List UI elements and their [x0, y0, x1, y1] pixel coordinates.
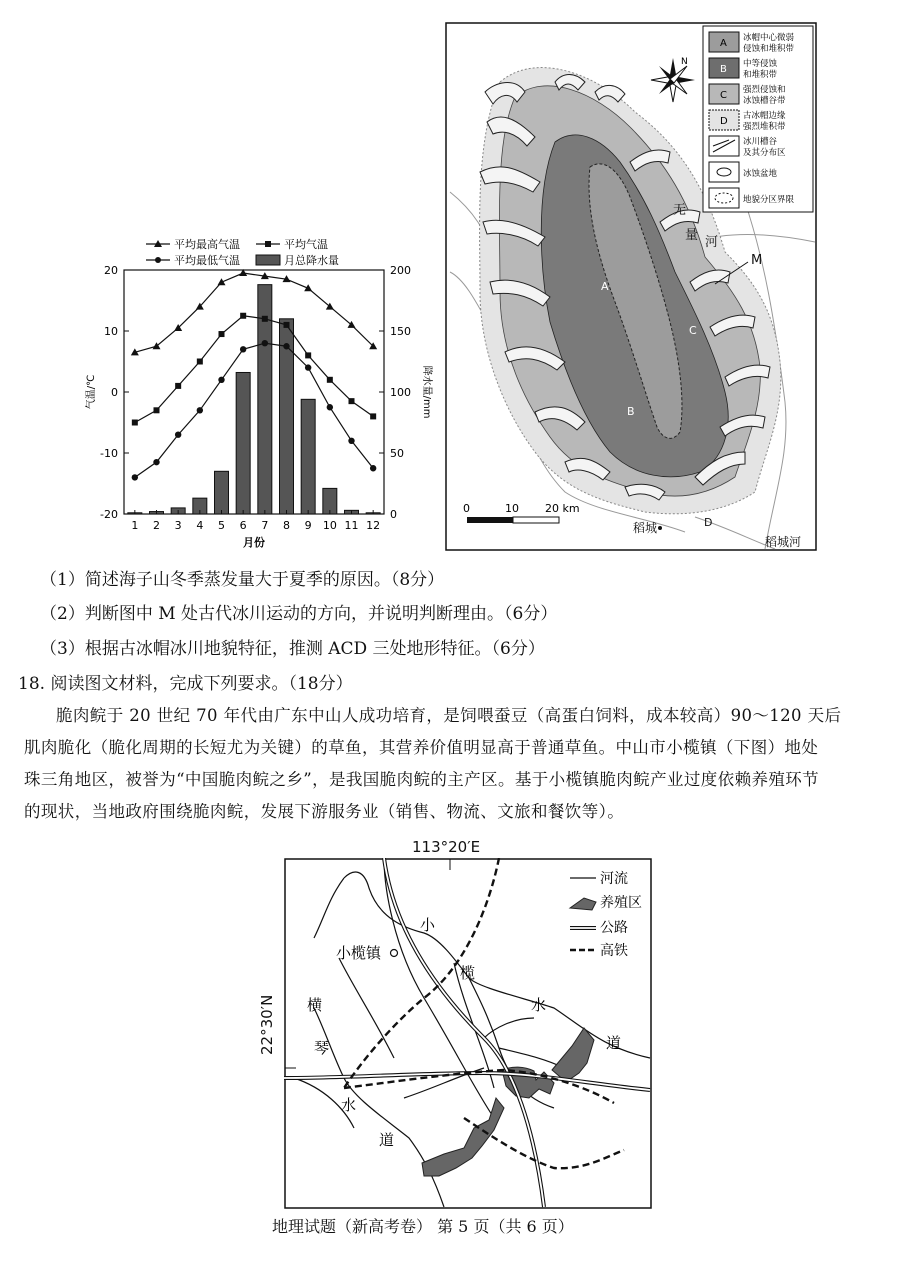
precip-bar	[301, 399, 315, 514]
svg-text:道: 道	[606, 1034, 622, 1052]
precip-bar	[215, 471, 229, 514]
y-left-tick-label: -20	[100, 508, 118, 521]
x-tick-label: 4	[196, 519, 204, 532]
svg-text:小: 小	[420, 916, 436, 934]
svg-text:冰蚀盆地: 冰蚀盆地	[743, 169, 778, 179]
temp-point	[284, 322, 290, 328]
material-line-2: 肌肉脆化（脆化周期的长短尤为关键）的草鱼，其营养价值明显高于普通草鱼。中山市小榄镇（下图）地处	[24, 738, 819, 757]
temp-point	[370, 413, 376, 419]
svg-text:公路: 公路	[600, 920, 628, 936]
temp-point	[132, 474, 138, 480]
legend-label: 平均最高气温	[174, 238, 240, 251]
temp-point	[304, 284, 312, 291]
x-tick-label: 11	[344, 519, 359, 532]
y-left-tick-label: 10	[104, 325, 118, 338]
svg-text:河流: 河流	[600, 871, 628, 887]
temp-point	[305, 364, 311, 370]
daocheng-river-label: 稻城河	[765, 535, 802, 549]
svg-text:0: 0	[463, 502, 470, 515]
zone-d-label: D	[704, 516, 713, 529]
temp-point	[349, 398, 355, 404]
temp-point	[305, 352, 311, 358]
svg-text:中等侵蚀: 中等侵蚀	[743, 59, 778, 69]
temp-point	[175, 432, 181, 438]
temp-line	[135, 316, 373, 423]
svg-text:冰蚀槽谷带: 冰蚀槽谷带	[743, 96, 786, 106]
page-footer: 地理试题（新高考卷） 第 5 页（共 6 页）	[272, 1217, 574, 1236]
svg-text:侵蚀和堆积带: 侵蚀和堆积带	[743, 44, 795, 54]
temp-point	[219, 331, 225, 337]
x-tick-label: 10	[322, 519, 337, 532]
question-1: （1）简述海子山冬季蒸发量大于夏季的原因。（8分）	[40, 570, 445, 590]
legend-marker	[155, 257, 161, 263]
question-18-title: 18. 阅读图文材料，完成下列要求。（18分）	[18, 674, 353, 694]
svg-text:琴: 琴	[314, 1039, 330, 1057]
zone-a-label: A	[601, 280, 609, 293]
legend-label: 月总降水量	[284, 254, 339, 267]
temp-point	[283, 343, 289, 349]
svg-text:地貌分区界限: 地貌分区界限	[743, 195, 795, 205]
svg-text:B: B	[720, 64, 727, 75]
x-tick-label: 2	[153, 519, 160, 532]
latitude-label: 22°30′N	[258, 994, 276, 1055]
temp-point	[240, 313, 246, 319]
x-tick-label: 6	[239, 519, 247, 532]
svg-text:强烈堆积带: 强烈堆积带	[743, 122, 786, 132]
river-wuliang-1: 无	[673, 203, 687, 218]
temp-point	[154, 407, 160, 413]
x-tick-label: 12	[366, 519, 381, 532]
longitude-label: 113°20′E	[412, 838, 481, 856]
zone-c-label: C	[689, 324, 697, 337]
question-3: （3）根据古冰帽冰川地貌特征，推测 ACD 三处地形特征。（6分）	[40, 639, 545, 659]
x-tick-label: 3	[174, 519, 182, 532]
river-wuliang-3: 河	[705, 235, 719, 250]
svg-text:养殖区: 养殖区	[600, 895, 642, 911]
temp-point	[218, 377, 224, 383]
temp-point	[327, 404, 333, 410]
temp-point	[348, 438, 354, 444]
temp-line	[135, 343, 373, 477]
temp-point	[262, 340, 268, 346]
x-tick-label: 5	[218, 519, 225, 532]
svg-text:强烈侵蚀和: 强烈侵蚀和	[743, 85, 786, 95]
glacier-map	[445, 22, 817, 552]
svg-text:榄: 榄	[460, 964, 476, 982]
q18-material	[24, 700, 888, 828]
temp-point	[327, 377, 333, 383]
x-tick-label: 7	[261, 519, 269, 532]
climate-chart	[80, 232, 440, 552]
precip-bar	[236, 372, 250, 514]
temp-point	[197, 407, 203, 413]
river-wuliang-2: 量	[685, 228, 699, 243]
material-line-3: 珠三角地区，被誉为“中国脆肉鲩之乡”，是我国脆肉鲩的主产区。基于小榄镇脆肉鲩产业过度依赖养殖环节	[24, 770, 820, 789]
glacier-legend	[703, 26, 813, 212]
y-right-tick-label: 150	[390, 325, 411, 338]
temp-point	[197, 359, 203, 365]
legend-swatch	[256, 255, 280, 265]
x-axis-label: 月份	[243, 536, 265, 549]
temp-point	[132, 420, 138, 426]
svg-text:道: 道	[379, 1131, 395, 1149]
svg-text:A: A	[720, 38, 727, 49]
y-left-tick-label: 20	[104, 264, 118, 277]
legend-a-label: 冰帽中心微弱	[743, 33, 795, 43]
temp-point	[240, 346, 246, 352]
svg-text:和堆积带: 和堆积带	[743, 70, 778, 80]
legend-marker	[265, 241, 271, 247]
y-right-tick-label: 100	[390, 386, 411, 399]
m-label: M	[751, 253, 763, 268]
y-left-tick-label: 0	[111, 386, 118, 399]
temp-point	[262, 316, 268, 322]
temp-line	[135, 273, 373, 352]
svg-text:水: 水	[341, 1096, 357, 1114]
svg-text:冰川槽谷: 冰川槽谷	[743, 137, 778, 147]
temp-point	[153, 459, 159, 465]
daocheng-label: 稻城	[633, 521, 658, 535]
temp-point	[175, 383, 181, 389]
svg-text:20 km: 20 km	[545, 502, 580, 515]
temp-point	[370, 465, 376, 471]
svg-text:横: 横	[307, 996, 323, 1014]
svg-text:古冰帽边缘: 古冰帽边缘	[743, 111, 786, 121]
legend-label: 平均气温	[284, 238, 328, 251]
y-left-axis-label: 气温/℃	[86, 374, 97, 410]
y-right-tick-label: 0	[390, 508, 397, 521]
zone-b-label: B	[627, 405, 635, 418]
svg-text:及其分布区: 及其分布区	[743, 148, 786, 158]
town-map	[284, 858, 652, 1210]
y-right-axis-label: 降水量/mm	[421, 365, 432, 419]
x-tick-label: 1	[131, 519, 139, 532]
legend-label: 平均最低气温	[174, 254, 240, 267]
y-left-tick-label: -10	[100, 447, 118, 460]
temp-point	[218, 278, 226, 285]
town-label: 小榄镇	[336, 944, 382, 962]
x-tick-label: 8	[283, 519, 290, 532]
y-right-tick-label: 50	[390, 447, 404, 460]
material-line-4: 的现状，当地政府围绕脆肉鲩，发展下游服务业（销售、物流、文旅和餐饮等）。	[24, 802, 625, 821]
svg-text:水: 水	[531, 996, 547, 1014]
y-right-tick-label: 200	[390, 264, 411, 277]
material-line-1: 脆肉鲩于 20 世纪 70 年代由广东中山人成功培育，是饲喂蚕豆（高蛋白饲料，成本较高）90～120 天后	[56, 706, 842, 725]
svg-text:10: 10	[505, 502, 519, 515]
plot-frame	[124, 270, 384, 514]
svg-text:N: N	[681, 57, 688, 67]
svg-text:D: D	[720, 116, 728, 127]
x-tick-label: 9	[304, 519, 312, 532]
svg-text:C: C	[720, 90, 727, 101]
question-2: （2）判断图中 M 处古代冰川运动的方向，并说明判断理由。（6分）	[40, 604, 558, 624]
svg-text:高铁: 高铁	[600, 943, 628, 959]
